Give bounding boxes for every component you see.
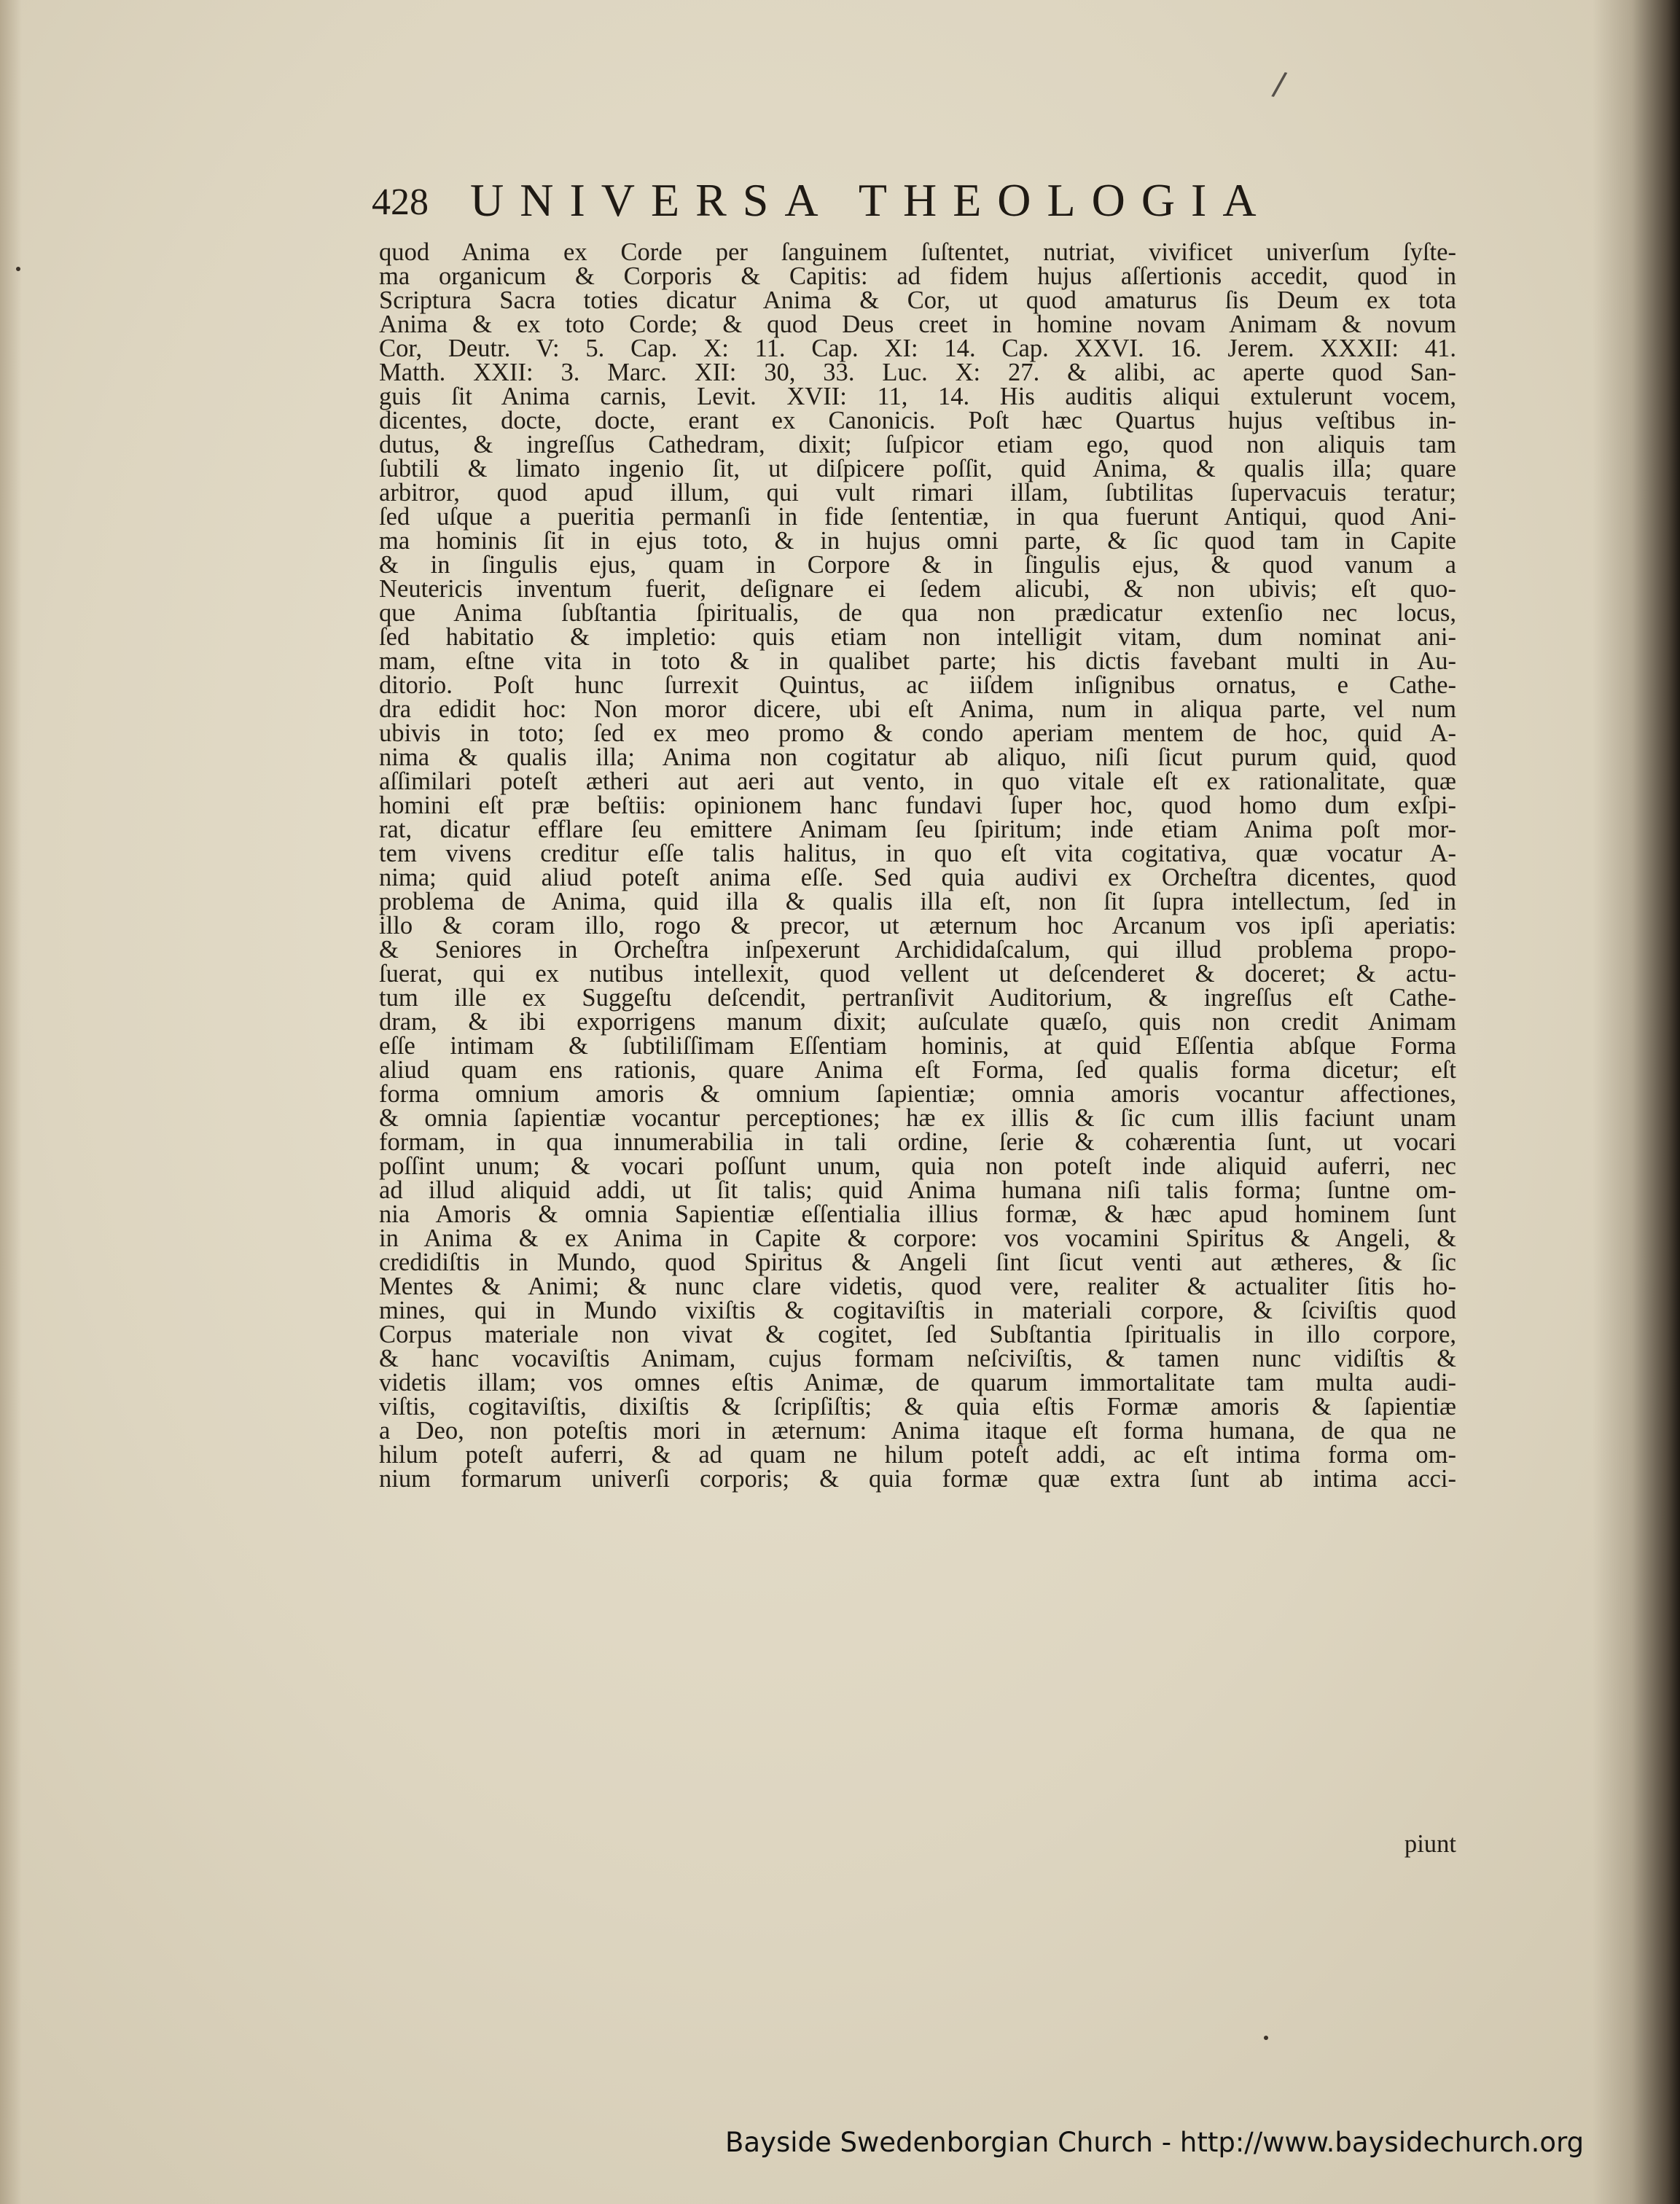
catchword: piunt — [1404, 1830, 1456, 1858]
page-number: 428 — [372, 181, 429, 223]
text-line: Corpus materiale non vivat & cogitet, ſed Subſtantia ſpiritualis in illo corpore, — [379, 1321, 1456, 1348]
text-line: viſtis, cogitaviſtis, dixiſtis & ſcripſiſtis; & quia eſtis Formæ amoris & ſapientiæ — [379, 1393, 1456, 1421]
text-line: ditorio. Poſt hunc ſurrexit Quintus, ac iiſdem inſignibus ornatus, e Cathe- — [379, 671, 1456, 699]
text-line: nima; quid aliud poteſt anima eſſe. Sed quia audivi ex Orcheſtra dicentes, quod — [379, 864, 1456, 891]
text-line: Neutericis inventum fuerit, deſignare ei ſedem alicubi, & non ubivis; eſt quo- — [379, 575, 1456, 603]
text-line: & omnia ſapientiæ vocantur perceptiones; hæ ex illis & ſic cum illis faciunt unam — [379, 1104, 1456, 1132]
ink-speck — [1264, 2036, 1268, 2040]
text-line: Scriptura Sacra toties dicatur Anima & Cor, ut quod amaturus ſis Deum ex tota — [379, 286, 1456, 314]
text-line: que Anima ſubſtantia ſpiritualis, de qua non prædicatur extenſio nec locus, — [379, 599, 1456, 627]
margin-pencil-mark: / — [1270, 65, 1289, 103]
text-line: formam, in qua innumerabilia in tali ordine, ſerie & cohærentia ſunt, ut vocari — [379, 1128, 1456, 1156]
text-line: videtis illam; vos omnes eſtis Animæ, de quarum immortalitate tam multa audi- — [379, 1369, 1456, 1396]
text-line: a Deo, non poteſtis mori in æternum: Anima itaque eſt forma humana, de qua ne — [379, 1417, 1456, 1445]
running-header — [372, 173, 1458, 232]
text-line: dicentes, docte, docte, erant ex Canonicis. Poſt hæc Quartus hujus veſtibus in- — [379, 407, 1456, 434]
text-line: nia Amoris & omnia Sapientiæ eſſentialia illius formæ, & hæc apud hominem ſunt — [379, 1200, 1456, 1228]
spine-shadow — [1593, 0, 1680, 2204]
text-line: credidiſtis in Mundo, quod Spiritus & Angeli ſint ſicut venti aut ætheres, & ſic — [379, 1248, 1456, 1276]
text-line: quod Anima ex Corde per ſanguinem ſuſtentet, nutriat, vivificet univerſum ſyſte- — [379, 238, 1456, 266]
text-line: dra edidit hoc: Non moror dicere, ubi eſt Anima, num in aliqua parte, vel num — [379, 695, 1456, 723]
text-line: dram, & ibi exporrigens manum dixit; auſculate quæſo, quis non credit Animam — [379, 1008, 1456, 1036]
text-line: ad illud aliquid addi, ut ſit talis; quid Anima humana niſi talis forma; ſuntne om- — [379, 1176, 1456, 1204]
text-line: aſſimilari poteſt ætheri aut aeri aut vento, in quo vitale eſt ex rationalitate, quæ — [379, 767, 1456, 795]
text-line: ubivis in toto; ſed ex meo promo & condo aperiam mentem de hoc, quid A- — [379, 719, 1456, 747]
watermark-text: Bayside Swedenborgian Church - http://www.baysidechurch.org — [725, 2127, 1585, 2158]
text-line: ſed uſque a pueritia permanſi in fide ſententiæ, in qua fuerunt Antiqui, quod Ani- — [379, 503, 1456, 531]
body-text — [379, 238, 1456, 1493]
text-line: & in ſingulis ejus, quam in Corpore & in ſingulis ejus, & quod vanum a — [379, 551, 1456, 579]
text-line: rat, dicatur efflare ſeu emittere Animam ſeu ſpiritum; inde etiam Anima poſt mor- — [379, 816, 1456, 843]
text-line: nium formarum univerſi corporis; & quia formæ quæ extra ſunt ab intima acci- — [379, 1465, 1456, 1493]
ink-speck — [16, 267, 20, 271]
text-line: in Anima & ex Anima in Capite & corpore: vos vocamini Spiritus & Angeli, & — [379, 1224, 1456, 1252]
text-line: Mentes & Animi; & nunc clare videtis, quod vere, realiter & actualiter ſitis ho- — [379, 1273, 1456, 1300]
text-line: & Seniores in Orcheſtra inſpexerunt Archididaſcalum, qui illud problema propo- — [379, 936, 1456, 964]
text-line: homini eſt præ beſtiis: opinionem hanc fundavi ſuper hoc, quod homo dum exſpi- — [379, 792, 1456, 819]
running-title: UNIVERSA THEOLOGIA — [470, 174, 1273, 226]
text-line: dutus, & ingreſſus Cathedram, dixit; ſuſpicor etiam ego, quod non aliquis tam — [379, 431, 1456, 458]
text-line: nima & qualis illa; Anima non cogitatur ab aliquo, niſi ſicut purum quid, quod — [379, 743, 1456, 771]
text-line: Cor, Deutr. V: 5. Cap. X: 11. Cap. XI: 14. Cap. XXVI. 16. Jerem. XXXII: 41. — [379, 335, 1456, 362]
text-line: mines, qui in Mundo vixiſtis & cogitaviſtis in materiali corpore, & ſciviſtis quod — [379, 1297, 1456, 1324]
text-line: Matth. XXII: 3. Marc. XII: 30, 33. Luc. X: 27. & alibi, ac aperte quod San- — [379, 359, 1456, 386]
text-line: ſuerat, qui ex nutibus intellexit, quod vellent ut deſcenderet & doceret; & actu- — [379, 960, 1456, 988]
text-line: & hanc vocaviſtis Animam, cujus formam neſciviſtis, & tamen nunc vidiſtis & — [379, 1345, 1456, 1372]
text-line: poſſint unum; & vocari poſſunt unum, quia non poteſt inde aliquid auferri, nec — [379, 1152, 1456, 1180]
text-line: ſubtili & limato ingenio ſit, ut diſpicere poſſit, quid Anima, & qualis illa; quare — [379, 455, 1456, 482]
text-line: ma hominis ſit in ejus toto, & in hujus omni parte, & ſic quod tam in Capite — [379, 527, 1456, 555]
text-line: eſſe intimam & ſubtiliſſimam Eſſentiam hominis, at quid Eſſentia abſque Forma — [379, 1032, 1456, 1060]
text-line: arbitror, quod apud illum, qui vult rimari illam, ſubtilitas ſupervacuis teratur; — [379, 479, 1456, 507]
text-line: guis ſit Anima carnis, Levit. XVII: 11, 14. His auditis aliqui extulerunt vocem, — [379, 383, 1456, 410]
text-line: illo & coram illo, rogo & precor, ut æternum hoc Arcanum vos ipſi aperiatis: — [379, 912, 1456, 939]
text-line: aliud quam ens rationis, quare Anima eſt Forma, ſed qualis forma dicetur; eſt — [379, 1056, 1456, 1084]
text-line: ſed habitatio & impletio: quis etiam non intelligit vitam, dum nominat ani- — [379, 623, 1456, 651]
text-line: problema de Anima, quid illa & qualis illa eſt, non ſit ſupra intellectum, ſed in — [379, 888, 1456, 915]
text-line: hilum poteſt auferri, & ad quam ne hilum poteſt addi, ac eſt intima forma om- — [379, 1441, 1456, 1469]
text-line: tum ille ex Suggeſtu deſcendit, pertranſivit Auditorium, & ingreſſus eſt Cathe- — [379, 984, 1456, 1012]
text-line: tem vivens creditur eſſe talis halitus, in quo eſt vita cogitativa, quæ vocatur A- — [379, 840, 1456, 867]
text-line: forma omnium amoris & omnium ſapientiæ; omnia amoris vocantur affectiones, — [379, 1080, 1456, 1108]
text-line: mam, eſtne vita in toto & in qualibet parte; his dictis favebant multi in Au- — [379, 647, 1456, 675]
page-edge-shading — [0, 0, 22, 2204]
text-line: ma organicum & Corporis & Capitis: ad fidem hujus aſſertionis accedit, quod in — [379, 262, 1456, 290]
text-line: Anima & ex toto Corde; & quod Deus creet in homine novam Animam & novum — [379, 310, 1456, 338]
